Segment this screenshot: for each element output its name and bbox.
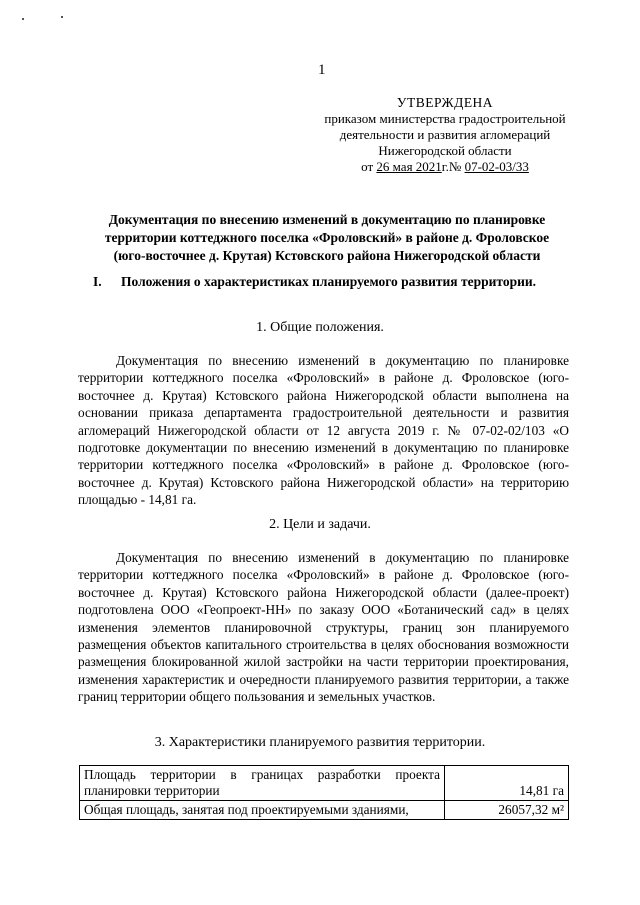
subsection-heading: 1. Общие положения. <box>256 320 384 335</box>
title-line: территории коттеджного поселка «Фроловский» в районе д. Фроловское <box>104 230 550 245</box>
paragraph: Документация по внесению изменений в документацию по планировке территории коттеджного поселка «Фроловский» в районе д. Фроловское (юго-восточнее д. Крутая) Кстовского района Нижегородской области (далее-проект) подготовлена ООО «Геопроект-НН» по заказу ООО «Ботанический сад» в целях изменения элементов планировочной структуры, границ зон планируемого размещения объектов капитального строительства в целях обоснования возможности размещения блокированной жилой застройки на части территории проектирования, изменения характеристик и очередности планируемого развития территории, а также границ территории общего пользования и земельных участков. <box>78 550 569 705</box>
approval-date: 26 мая 2021 <box>376 159 442 174</box>
table-cell-value: 26057,32 м² <box>445 801 569 820</box>
section-heading <box>93 274 536 290</box>
date-prefix: от <box>361 159 377 174</box>
section-title: Положения о характеристиках планируемого развития территории. <box>121 274 537 289</box>
page-number: 1 <box>318 62 326 78</box>
approval-date-line <box>300 159 590 175</box>
title-line: (юго-восточнее д. Крутая) Кстовского района Нижегородской области <box>113 248 541 263</box>
approval-line: приказом министерства градостроительной <box>324 111 566 126</box>
document-title <box>70 211 584 265</box>
paragraph: Документация по внесению изменений в документацию по планировке территории коттеджного поселка «Фроловский» в районе д. Фроловское (юго-восточнее д. Крутая) Кстовского района Нижегородской области выполнена на основании приказа департамента градостроительной деятельности и развития агломераций Нижегородской области от 12 августа 2019 г. № 07-02-02/103 «О подготовке документации по внесению изменений в документацию по планировке территории коттеджного поселка «Фроловский» в районе д. Фроловское (юго-восточнее д. Крутая) Кстовского района Нижегородской области» на территорию площадью - 14,81 га. <box>78 353 569 508</box>
characteristics-table <box>79 765 569 820</box>
table-row <box>80 801 569 820</box>
date-suffix: г.№ <box>441 159 465 174</box>
approval-title: УТВЕРЖДЕНА <box>396 95 494 110</box>
section-number: I. <box>93 274 102 289</box>
table-cell-label: Общая площадь, занятая под проектируемыми зданиями, <box>80 801 445 820</box>
table-cell-label: Площадь территории в границах разработки проекта планировки территории <box>80 766 445 801</box>
approval-line: деятельности и развития агломераций <box>339 127 551 142</box>
subsection-heading: 2. Цели и задачи. <box>269 517 371 532</box>
table-row <box>80 766 569 801</box>
scan-speck <box>61 16 63 18</box>
scan-speck <box>22 18 24 20</box>
approval-line: Нижегородской области <box>378 143 512 158</box>
approval-block <box>300 95 590 175</box>
approval-number: 07-02-03/33 <box>464 159 529 174</box>
table-cell-value: 14,81 га <box>445 766 569 801</box>
title-line: Документация по внесению изменений в документацию по планировке <box>108 212 546 227</box>
subsection-heading: 3. Характеристики планируемого развития территории. <box>154 735 486 750</box>
